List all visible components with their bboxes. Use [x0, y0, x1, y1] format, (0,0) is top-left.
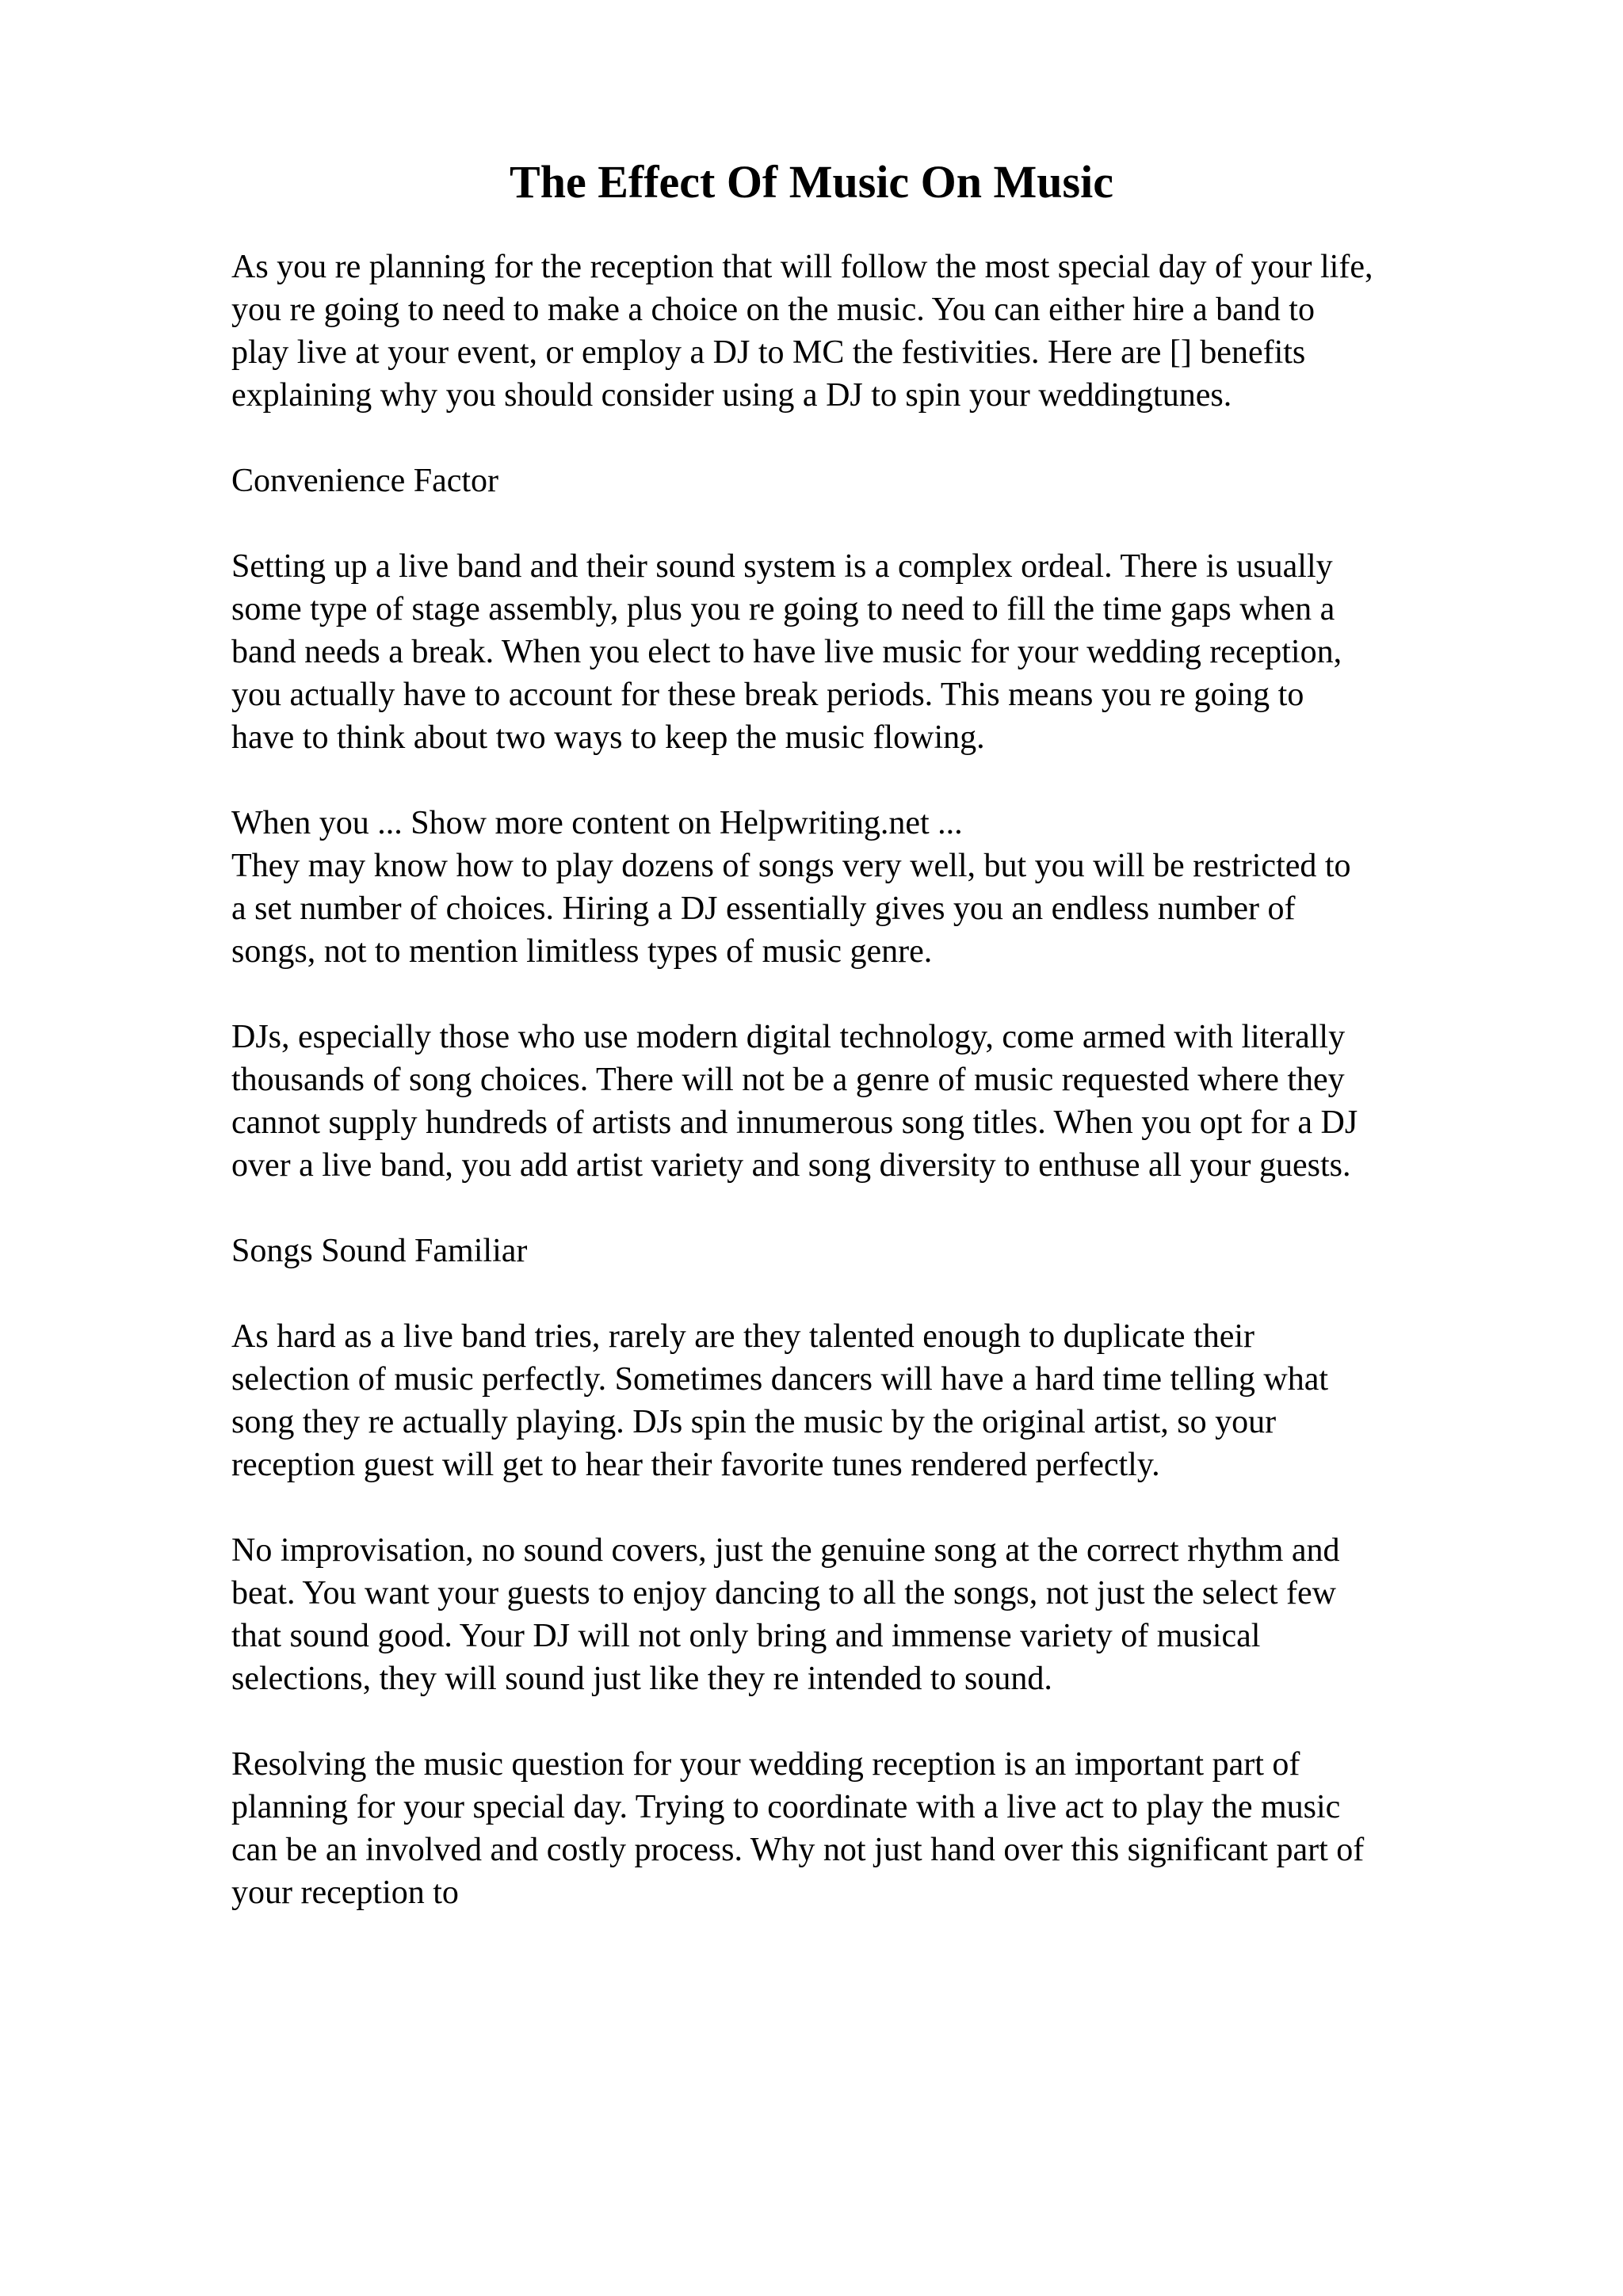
text-line: play live at your event, or employ a DJ to MC the festivities. Here are [] benefits	[231, 334, 1306, 371]
text-line: beat. You want your guests to enjoy dancing to all the songs, not just the select few	[231, 1575, 1336, 1611]
text-line: reception guest will get to hear their favorite tunes rendered perfectly.	[231, 1447, 1160, 1483]
text-line: you actually have to account for these break periods. This means you re going to	[231, 677, 1304, 713]
text-line: a set number of choices. Hiring a DJ essentially gives you an endless number of	[231, 891, 1296, 927]
text-line: that sound good. Your DJ will not only bring and immense variety of musical	[231, 1618, 1261, 1654]
paragraph-conclusion	[231, 1743, 1547, 1914]
text-line: thousands of song choices. There will not be a genre of music requested where they	[231, 1062, 1345, 1098]
text-line: songs, not to mention limitless types of music genre.	[231, 933, 933, 970]
document-title: The Effect Of Music On Music	[510, 156, 1113, 208]
text-line: When you ... Show more content on Helpwriting.net ...	[231, 805, 963, 841]
section-heading-songs-familiar	[231, 1230, 1547, 1272]
text-line: have to think about two ways to keep the music flowing.	[231, 719, 985, 756]
text-line: your reception to	[231, 1875, 459, 1911]
text-line: Resolving the music question for your wedding reception is an important part of	[231, 1746, 1300, 1783]
text-line: Setting up a live band and their sound system is a complex ordeal. There is usually	[231, 548, 1333, 585]
document-body	[231, 246, 1547, 1957]
text-line: can be an involved and costly process. Why not just hand over this significant part of	[231, 1832, 1365, 1868]
text-line: some type of stage assembly, plus you re going to need to fill the time gaps when a	[231, 591, 1335, 627]
paragraph-no-improvisation	[231, 1529, 1547, 1700]
text-line: song they re actually playing. DJs spin the music by the original artist, so your	[231, 1404, 1277, 1440]
text-line: over a live band, you add artist variety and song diversity to enthuse all your guests.	[231, 1147, 1351, 1184]
text-line: Songs Sound Familiar	[231, 1233, 528, 1269]
paragraph-duplicate-selection	[231, 1315, 1547, 1486]
text-line: planning for your special day. Trying to coordinate with a live act to play the music	[231, 1789, 1341, 1825]
text-line: selections, they will sound just like they re intended to sound.	[231, 1661, 1052, 1697]
text-line: They may know how to play dozens of songs very well, but you will be restricted to	[231, 848, 1351, 884]
text-line: As you re planning for the reception that will follow the most special day of your life,	[231, 249, 1373, 285]
text-line: No improvisation, no sound covers, just the genuine song at the correct rhythm and	[231, 1532, 1340, 1569]
text-line: DJs, especially those who use modern digital technology, come armed with literally	[231, 1019, 1346, 1055]
text-line: As hard as a live band tries, rarely are they talented enough to duplicate their	[231, 1318, 1255, 1355]
text-line: Convenience Factor	[231, 463, 499, 499]
text-line: selection of music perfectly. Sometimes dancers will have a hard time telling what	[231, 1361, 1329, 1398]
text-line: cannot supply hundreds of artists and innumerous song titles. When you opt for a DJ	[231, 1104, 1358, 1141]
text-line: band needs a break. When you elect to have live music for your wedding reception,	[231, 634, 1342, 670]
text-line: you re going to need to make a choice on the music. You can either hire a band to	[231, 292, 1315, 328]
paragraph-live-band-setup	[231, 545, 1547, 759]
section-heading-convenience	[231, 460, 1547, 502]
text-line: explaining why you should consider using a DJ to spin your weddingtunes.	[231, 377, 1232, 414]
paragraph-show-more	[231, 802, 1547, 973]
paragraph-intro	[231, 246, 1547, 417]
paragraph-dj-choices	[231, 1016, 1547, 1187]
